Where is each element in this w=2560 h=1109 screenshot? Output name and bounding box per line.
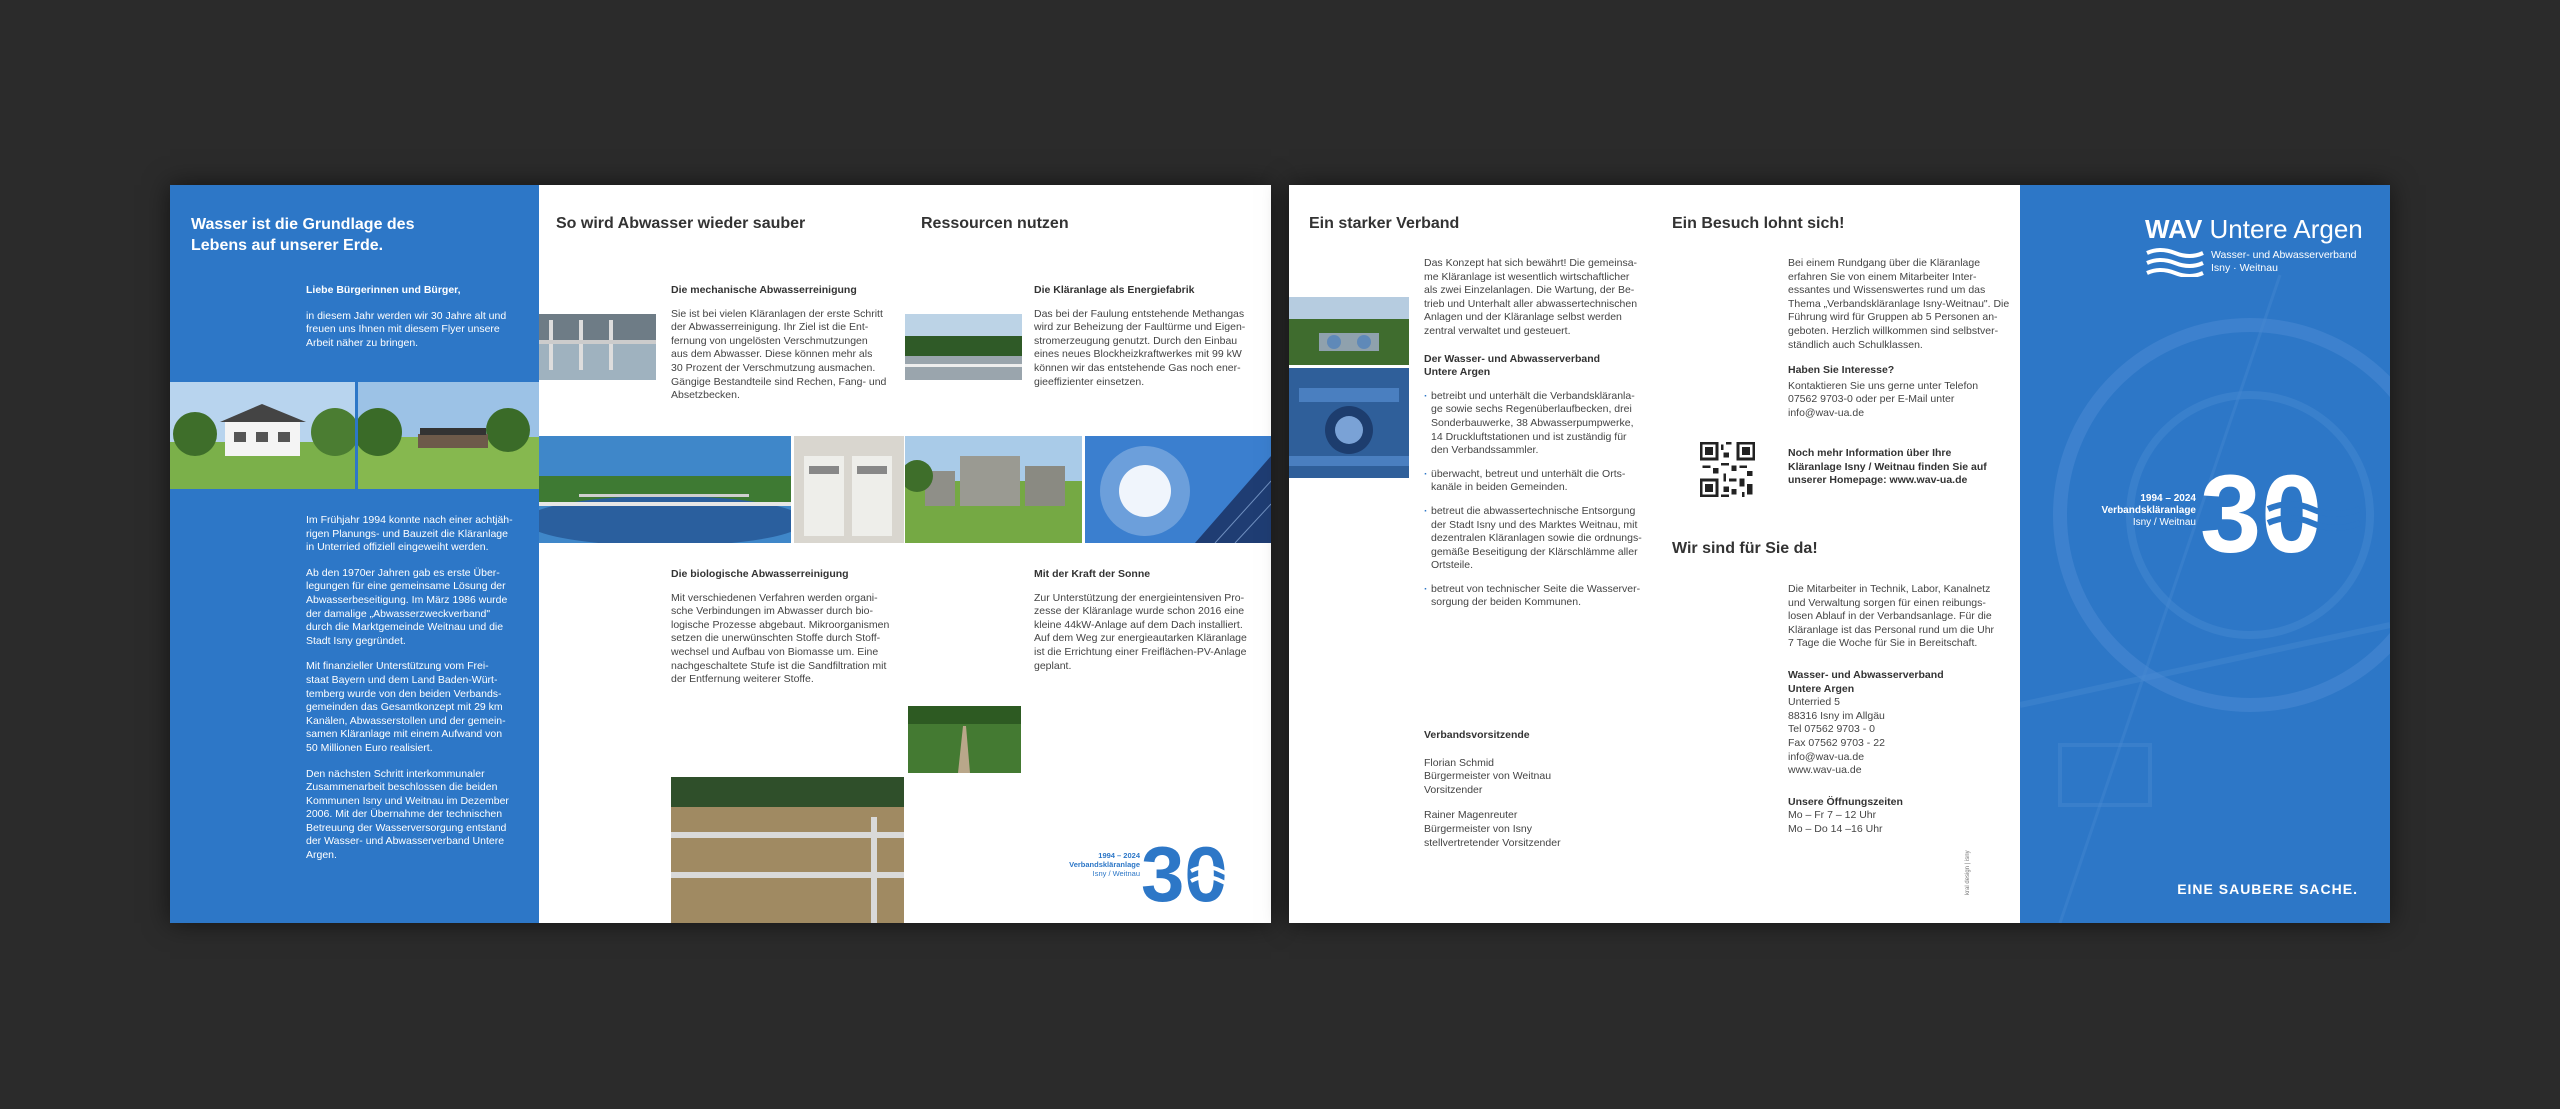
task-item: · überwacht, betreut und unterhält die Orts- kanäle in beiden Gemeinden. <box>1424 468 1646 495</box>
photo-rake <box>539 314 656 380</box>
task-item: · betreut die abwassertechnische Entsorgung der Stadt Isny und des Marktes Weitnau, mit dezentralen Kläranlagen sowie die ordnungs- gemäße Beseitigung der Klärschlämme aller Ortsteile. <box>1424 505 1646 573</box>
panel-intro <box>170 185 539 923</box>
svg-text:30: 30 <box>1141 833 1228 913</box>
energy-text: Das bei der Faulung entstehende Methangas wird zur Beheizung der Faultürme und Eigen- stromerzeugung genutzt. Durch den Einbau eines neues Blockheizkraftwerkes mit 99 kW können wir das entstehende Gas noch ener- gieeffizienter einsetzen. <box>1034 307 1246 388</box>
energy-subheading: Die Kläranlage als Energiefabrik <box>1034 284 1195 296</box>
photo-clarifier <box>539 436 791 543</box>
photo-path <box>908 706 1021 773</box>
brand-name: Untere Argen <box>2209 214 2363 244</box>
photo-lab <box>794 436 904 543</box>
greeting: Liebe Bürgerinnen und Bürger, <box>306 284 461 296</box>
panel-cover <box>2020 185 2390 923</box>
opening-hours: Mo – Fr 7 – 12 Uhr Mo – Do 14 –16 Uhr <box>1788 809 1883 835</box>
interest-title: Haben Sie Interesse? <box>1788 364 1895 377</box>
org-name: Wasser- und Abwasserverband Untere Argen <box>1788 668 1944 695</box>
anniversary-logo-small <box>1049 833 1259 913</box>
history-para-3: Mit finanzieller Unterstützung vom Frei- staat Bayern und dem Land Baden-Würt- temberg wurde von den beiden Verbands- gemeinden das Gesamtkonzept mit 29 km Kanälen, Abwasserstollen und der gemein- samen Kläranlage mit einem Aufwand von 50 Millionen Euro realisiert. <box>306 660 506 754</box>
team-text: Die Mitarbeiter in Technik, Labor, Kanalnetz und Verwaltung sorgen für einen reibungs- losen Ablauf in der Verbandsanlage. Für die Kläranlage ist das Personal rund um die Uhr 7 Tage die Woche für Sie in Bereitschaft. <box>1788 583 1995 650</box>
hours-title: Unsere Öffnungszeiten <box>1788 795 1903 808</box>
history-para-2: Ab den 1970er Jahren gab es erste Über- legungen für eine gemeinsame Lösung der Abwasserbeseitigung. Im März 1986 wurde der damalige „Abwasserzweckverband" durch die Marktgemeinde Weitnau und die Stadt Isny gegründet. <box>306 566 508 647</box>
phone: Tel 07562 9703 - 0 <box>1788 723 1875 736</box>
address: Unterried 5 88316 Isny im Allgäu <box>1788 696 1885 722</box>
cover-logo-30-mark <box>2200 457 2370 567</box>
intro-text: in diesem Jahr werden wir 30 Jahre alt und freuen uns Ihnen mit diesem Flyer unsere Arbeit näher zu bringen. <box>306 309 507 349</box>
panel-visit <box>1655 185 2020 923</box>
email-link[interactable]: info@wav-ua.de <box>1788 750 1865 763</box>
anniversary-logo-large <box>2090 457 2390 567</box>
photo-solar-panels <box>1085 436 1271 543</box>
wave-icon <box>2145 247 2205 277</box>
panel-association <box>1289 185 1655 923</box>
biological-subheading: Die biologische Abwasserreinigung <box>671 568 849 580</box>
photo-plant-landscape <box>358 382 539 489</box>
association-subheading: Der Wasser- und Abwasserverband Untere Argen <box>1424 352 1601 379</box>
website-link[interactable]: www.wav-ua.de <box>1788 764 1862 777</box>
team-headline: Wir sind für Sie da! <box>1672 540 1818 557</box>
task-item: · betreut von technischer Seite die Wasserver- sorgung der beiden Kommunen. <box>1424 583 1646 610</box>
svg-text:30: 30 <box>2200 457 2323 567</box>
history-para-1: Im Frühjahr 1994 konnte nach einer achtjäh- rigen Planungs- und Bauzeit die Kläranlage in Unterried offiziell eingeweiht werden. <box>306 514 513 554</box>
logo-line2: Isny / Weitnau <box>1092 869 1140 878</box>
board-member-1: Florian Schmid Bürgermeister von Weitnau Vorsitzender <box>1424 756 1552 796</box>
history-para-4: Den nächsten Schritt interkommunaler Zusammenarbeit beschlossen die beiden Kommunen Isny und Weitnau im Dezember 2006. Mit der Übernahme der technischen Betreuung der Wasserversorgung entstand der Wasser- und Abwasserverband Untere Argen. <box>306 767 509 862</box>
solar-text: Zur Unterstützung der energieintensiven Pro- zesse der Kläranlage wurde schon 2016 eine kleine 44kW-Anlage auf dem Dach installiert. Auf dem Weg zur energieautarken Kläranlage ist die Errichtung einer Freiflächen-PV-Anlage geplant. <box>1034 591 1247 672</box>
solar-subheading: Mit der Kraft der Sonne <box>1034 568 1151 580</box>
photo-digester-field <box>905 314 1022 380</box>
cover-logo-line1: Verbandskläranlage <box>2101 505 2196 516</box>
logo-years: 1994 – 2024 <box>1098 851 1140 860</box>
brand-line1: Wasser- und Abwasserverband <box>2211 249 2357 261</box>
biological-text: Mit verschiedenen Verfahren werden organi- sche Verbindungen im Abwasser durch bio- logische Prozesse abgebaut. Mikroorganismen setzen die unerwünschten Stoffe durch Stoff- wechsel und Aufbau von Biomasse um. Eine nachgeschaltete Stufe ist die Sandfiltration mit der Entfernung weiterer Stoffe. <box>671 591 890 686</box>
association-intro: Das Konzept hat sich bewährt! Die gemeinsa- me Kläranlage ist wesentlich wirtschaftlicher als zwei Einzelanlagen. Die Wartung, der Be- trieb und Unterhalt aller abwassertechnischen Anlagen und der Kläranlage selbst werden zentral verwaltet und gesteuert. <box>1424 257 1638 337</box>
cover-logo-years: 1994 – 2024 <box>2140 493 2196 504</box>
cleaning-headline: So wird Abwasser wieder sauber <box>556 215 806 232</box>
flyer-inside-sheet <box>170 185 1271 923</box>
wav-brand-logo <box>2145 215 2380 315</box>
photo-aerial-plant <box>1289 297 1409 365</box>
board-title: Verbandsvorsitzende <box>1424 729 1530 741</box>
slogan: EINE SAUBERE SACHE. <box>2177 881 2358 897</box>
photo-pump-valves <box>1289 368 1409 478</box>
cover-logo-line2: Isny / Weitnau <box>2132 517 2196 528</box>
panel-cleaning <box>539 185 904 923</box>
more-info: Noch mehr Information über Ihre Kläranlage Isny / Weitnau finden Sie auf unserer Homepage: www.wav-ua.de <box>1788 447 1987 487</box>
qr-code[interactable] <box>1700 442 1755 497</box>
panel-resources <box>904 185 1271 923</box>
logo-30-mark <box>1141 833 1259 913</box>
design-credit: kral design | isny <box>1965 850 1971 895</box>
association-tasks-list <box>1424 390 1646 610</box>
photo-building <box>170 382 355 489</box>
mechanical-text: Sie ist bei vielen Kläranlagen der erste Schritt der Abwasserreinigung. Ihr Ziel ist die Ent- fernung von ungelösten Verschmutzungen aus dem Abwasser. Diese können mehr als 30 Prozent der Verschmutzung ausmachen. Gängige Bestandteile sind Rechen, Fang- und Absetzbecken. <box>671 307 887 402</box>
visit-intro: Bei einem Rundgang über die Kläranlage erfahren Sie von einem Mitarbeiter Inter- essantes und Wissenswertes rund um das Thema „Verbandskläranlage Isny-Weitnau". Die Führung wird für Gruppen ab 5 Personen an- geboten. Herzlich willkommen sind selbstver- ständlich auch Schulklassen. <box>1788 257 2010 351</box>
fax: Fax 07562 9703 - 22 <box>1788 736 1885 749</box>
logo-line1: Verbandskläranlage <box>1069 860 1140 869</box>
brand-short: WAV <box>2145 214 2203 244</box>
photo-digester-tanks <box>905 436 1082 543</box>
mechanical-subheading: Die mechanische Abwasserreinigung <box>671 284 857 296</box>
intro-headline: Wasser ist die Grundlage des Lebens auf unserer Erde. <box>191 216 415 254</box>
flyer-outside-sheet <box>1289 185 2390 923</box>
interest-text: Kontaktieren Sie uns gerne unter Telefon 07562 9703-0 oder per E-Mail unter info@wav-ua.de <box>1788 379 1979 419</box>
task-item: · betreibt und unterhält die Verbandskläranla- ge sowie sechs Regenüberlaufbecken, drei Sonderbauwerke, 38 Abwasserpumpwerke, 14 Druckluftstationen und ist zuständig für den Verbandssammler. <box>1424 390 1646 458</box>
brand-line2: Isny · Weitnau <box>2211 262 2278 274</box>
association-headline: Ein starker Verband <box>1309 215 1460 232</box>
resources-headline: Ressourcen nutzen <box>921 215 1069 232</box>
board-member-2: Rainer Magenreuter Bürgermeister von Isny stellvertretender Vorsitzender <box>1424 809 1561 849</box>
photo-aeration-basin <box>671 777 904 923</box>
visit-headline: Ein Besuch lohnt sich! <box>1672 215 1845 232</box>
